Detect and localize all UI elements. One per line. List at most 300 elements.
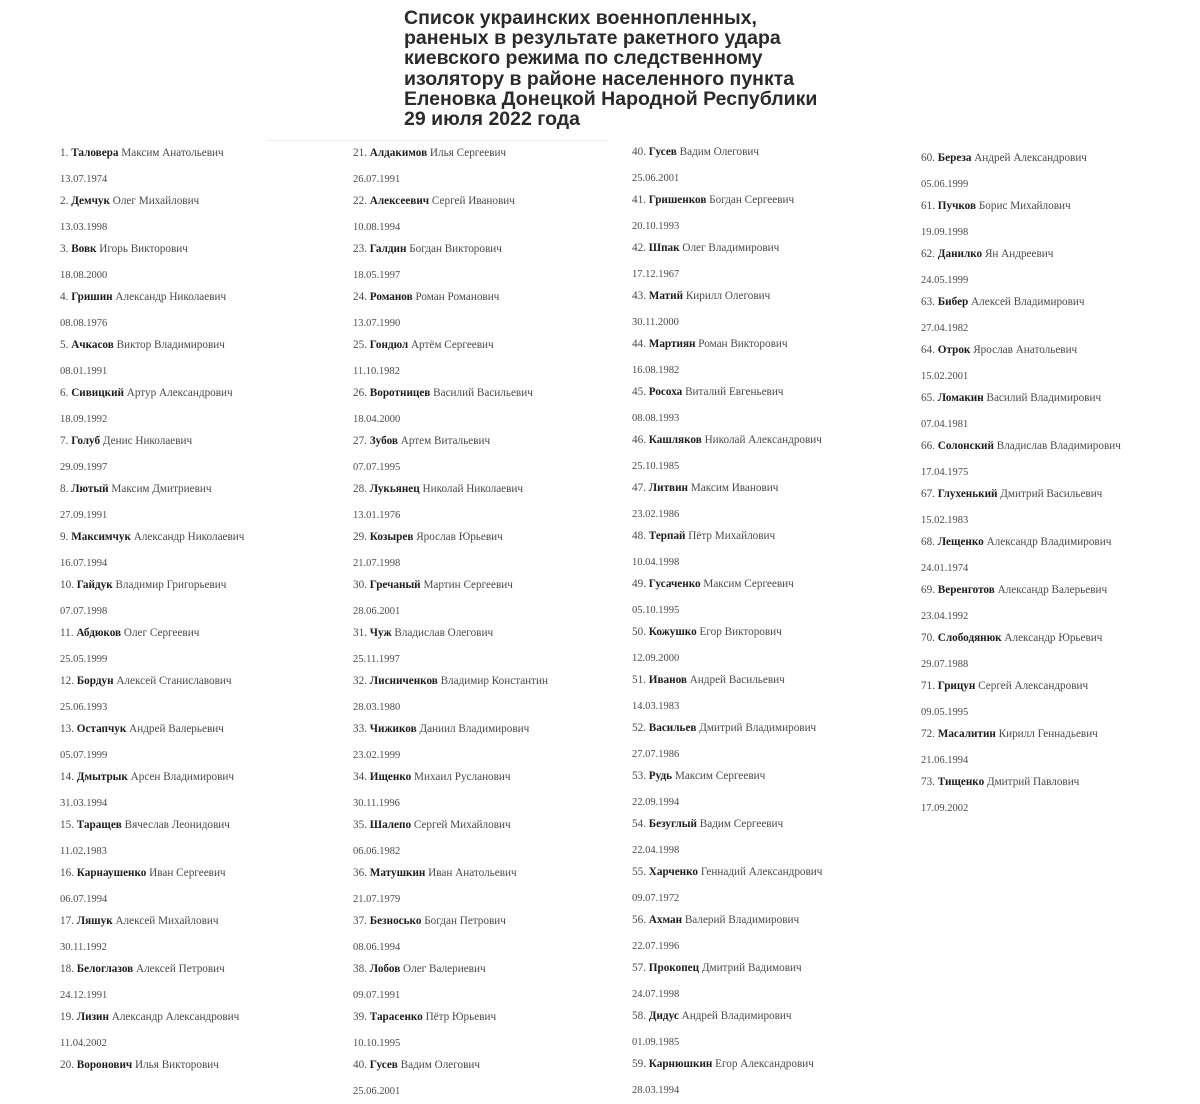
given-names: Владислав Владимирович xyxy=(996,440,1121,452)
person-name-line xyxy=(632,863,922,887)
person-name-line xyxy=(632,1007,922,1031)
given-names: Виталий Евгеньевич xyxy=(685,386,784,398)
item-number: 55. xyxy=(632,866,646,878)
list-item xyxy=(60,912,350,960)
person-name-line xyxy=(60,864,350,888)
birth-date: 09.07.1972 xyxy=(632,893,680,904)
birth-date: 25.05.1999 xyxy=(60,654,108,665)
list-item xyxy=(60,768,350,816)
list-item xyxy=(632,623,922,671)
surname: Галдин xyxy=(369,243,407,255)
given-names: Максим Сергеевич xyxy=(674,770,766,782)
given-names: Артём Сергеевич xyxy=(410,339,494,351)
birth-date: 26.07.1991 xyxy=(353,174,401,185)
item-number: 37. xyxy=(353,915,367,927)
list-column-4 xyxy=(921,149,1200,821)
person-name-line xyxy=(60,384,350,408)
list-item xyxy=(353,432,643,480)
person-name-line xyxy=(632,719,922,743)
surname: Солонский xyxy=(937,440,994,452)
given-names: Максим Сергеевич xyxy=(703,578,794,590)
person-name-line xyxy=(353,960,643,984)
list-item xyxy=(921,293,1200,341)
given-names: Владислав Олегович xyxy=(394,627,494,639)
list-item xyxy=(632,239,922,287)
list-item xyxy=(353,960,643,1008)
person-name-line xyxy=(921,245,1200,269)
surname: Белоглазов xyxy=(76,963,134,975)
person-name-line xyxy=(353,480,643,504)
person-name-line xyxy=(632,575,922,599)
item-number: 47. xyxy=(632,482,646,494)
person-name-line xyxy=(353,672,643,696)
birth-date: 30.11.1992 xyxy=(60,942,107,953)
item-number: 48. xyxy=(632,530,646,542)
page-title xyxy=(404,8,824,129)
person-name-line xyxy=(60,1056,350,1080)
surname: Бибер xyxy=(937,296,969,308)
birth-date: 27.07.1986 xyxy=(632,749,680,760)
given-names: Иван Сергеевич xyxy=(149,867,226,879)
person-name-line xyxy=(632,623,922,647)
title-line: 29 июля 2022 года xyxy=(404,108,580,131)
person-name-line xyxy=(60,288,350,312)
surname: Гайдук xyxy=(76,579,113,591)
person-name-line xyxy=(353,768,643,792)
surname: Лобов xyxy=(369,963,401,975)
surname: Прокопец xyxy=(648,962,700,974)
item-number: 49. xyxy=(632,578,646,590)
birth-date: 08.06.1994 xyxy=(353,942,401,953)
surname: Литвин xyxy=(648,482,688,494)
birth-date xyxy=(60,1080,350,1104)
list-item xyxy=(60,336,350,384)
title-line: Еленовка Донецкой Народной Республики xyxy=(404,87,818,110)
person-name-line xyxy=(60,816,350,840)
birth-date: 25.10.1985 xyxy=(632,461,680,472)
given-names: Максим Дмитриевич xyxy=(111,483,212,495)
surname: Лещенко xyxy=(937,536,984,548)
surname: Шалепо xyxy=(369,819,412,831)
item-number: 18. xyxy=(60,963,74,975)
item-number: 64. xyxy=(921,344,935,356)
list-item xyxy=(921,629,1200,677)
given-names: Владимир Григорьевич xyxy=(115,579,227,591)
list-item xyxy=(921,485,1200,533)
item-number: 5. xyxy=(60,339,69,351)
birth-date: 29.07.1988 xyxy=(921,659,969,670)
item-number: 22. xyxy=(353,195,367,207)
surname: Таращев xyxy=(76,819,122,831)
birth-date: 05.07.1999 xyxy=(60,750,108,761)
surname: Иванов xyxy=(648,674,687,686)
given-names: Игорь Викторович xyxy=(99,243,188,255)
surname: Карнаушенко xyxy=(76,867,147,879)
given-names: Илья Сергеевич xyxy=(429,147,507,159)
surname: Алдакимов xyxy=(369,147,428,159)
birth-date: 25.11.1997 xyxy=(353,654,400,665)
given-names: Денис Николаевич xyxy=(102,435,193,447)
birth-date: 15.02.2001 xyxy=(921,371,969,382)
list-item xyxy=(353,192,643,240)
title-line: раненых в результате ракетного удара xyxy=(404,27,781,50)
given-names: Максим Иванович xyxy=(690,482,779,494)
list-item xyxy=(353,288,643,336)
birth-date: 19.09.1998 xyxy=(921,227,969,238)
list-item xyxy=(353,816,643,864)
surname: Гондюл xyxy=(369,339,409,351)
given-names: Василий Васильевич xyxy=(433,387,533,399)
birth-date: 17.12.1967 xyxy=(632,269,680,280)
surname: Ломакин xyxy=(937,392,984,404)
surname: Остапчук xyxy=(76,723,127,735)
item-number: 53. xyxy=(632,770,646,782)
list-item xyxy=(60,144,350,192)
list-item xyxy=(353,624,643,672)
birth-date: 07.04.1981 xyxy=(921,419,969,430)
list-item xyxy=(60,576,350,624)
given-names: Борис Михайлович xyxy=(978,200,1071,212)
list-item xyxy=(632,1055,922,1103)
given-names: Богдан Петрович xyxy=(424,915,506,927)
surname: Гусев xyxy=(648,146,677,158)
surname: Пучков xyxy=(937,200,977,212)
surname: Глухенький xyxy=(937,488,998,500)
given-names: Егор Александрович xyxy=(715,1058,814,1070)
given-names: Алексей Михайлович xyxy=(115,915,219,927)
surname: Гусев xyxy=(369,1059,398,1071)
list-item xyxy=(632,911,922,959)
given-names: Олег Валериевич xyxy=(403,963,486,975)
item-number: 54. xyxy=(632,818,646,830)
person-name-line xyxy=(632,191,922,215)
surname: Рудь xyxy=(648,770,673,782)
given-names: Кирилл Геннадьевич xyxy=(998,728,1098,740)
birth-date: 11.10.1982 xyxy=(353,366,400,377)
given-names: Александр Юрьевич xyxy=(1004,632,1103,644)
surname: Таловера xyxy=(71,147,119,159)
birth-date: 24.07.1998 xyxy=(632,989,680,1000)
person-name-line xyxy=(353,432,643,456)
list-item xyxy=(60,480,350,528)
item-number: 71. xyxy=(921,680,935,692)
item-number: 23. xyxy=(353,243,367,255)
given-names: Александр Владимирович xyxy=(986,536,1112,548)
list-item xyxy=(353,336,643,384)
list-item xyxy=(60,528,350,576)
list-item xyxy=(353,864,643,912)
person-name-line xyxy=(60,912,350,936)
list-item xyxy=(632,527,922,575)
item-number: 1. xyxy=(60,147,69,159)
list-item xyxy=(353,144,643,192)
item-number: 38. xyxy=(353,963,367,975)
given-names: Андрей Валерьевич xyxy=(129,723,224,735)
given-names: Артем Витальевич xyxy=(400,435,491,447)
person-name-line xyxy=(60,240,350,264)
person-name-line xyxy=(353,336,643,360)
item-number: 15. xyxy=(60,819,74,831)
given-names: Александр Николаевич xyxy=(133,531,245,543)
person-name-line xyxy=(632,767,922,791)
list-item xyxy=(353,720,643,768)
birth-date: 08.08.1976 xyxy=(60,318,108,329)
list-column-2 xyxy=(353,144,643,1104)
birth-date: 13.01.1976 xyxy=(353,510,401,521)
surname: Безуглый xyxy=(648,818,697,830)
person-name-line xyxy=(921,293,1200,317)
list-item xyxy=(632,719,922,767)
surname: Демчук xyxy=(71,195,110,207)
person-name-line xyxy=(921,581,1200,605)
list-item xyxy=(60,432,350,480)
item-number: 27. xyxy=(353,435,367,447)
item-number: 8. xyxy=(60,483,69,495)
birth-date: 17.09.2002 xyxy=(921,803,969,814)
surname: Бордун xyxy=(76,675,114,687)
item-number: 59. xyxy=(632,1058,646,1070)
item-number: 69. xyxy=(921,584,935,596)
title-divider xyxy=(268,140,608,141)
given-names: Богдан Викторович xyxy=(409,243,502,255)
birth-date: 07.07.1995 xyxy=(353,462,401,473)
person-name-line xyxy=(353,288,643,312)
person-name-line xyxy=(60,624,350,648)
given-names: Даниил Владимирович xyxy=(419,723,530,735)
item-number: 17. xyxy=(60,915,74,927)
item-number: 25. xyxy=(353,339,367,351)
surname: Лукьянец xyxy=(369,483,420,495)
person-name-line xyxy=(60,432,350,456)
birth-date: 23.02.1986 xyxy=(632,509,680,520)
given-names: Андрей Александрович xyxy=(974,152,1087,164)
item-number: 30. xyxy=(353,579,367,591)
person-name-line xyxy=(353,1056,643,1080)
item-number: 57. xyxy=(632,962,646,974)
given-names: Вадим Олегович xyxy=(679,146,760,158)
list-item xyxy=(632,143,922,191)
item-number: 67. xyxy=(921,488,935,500)
list-item xyxy=(632,335,922,383)
given-names: Артур Александрович xyxy=(126,387,233,399)
item-number: 31. xyxy=(353,627,367,639)
person-name-line xyxy=(60,480,350,504)
surname: Терпай xyxy=(648,530,686,542)
given-names: Роман Викторович xyxy=(698,338,788,350)
surname: Гришенков xyxy=(648,194,707,206)
surname: Зубов xyxy=(369,435,398,447)
surname: Чижиков xyxy=(369,723,417,735)
birth-date: 09.05.1995 xyxy=(921,707,969,718)
person-name-line xyxy=(60,192,350,216)
birth-date: 27.09.1991 xyxy=(60,510,108,521)
person-name-line xyxy=(60,336,350,360)
person-name-line xyxy=(921,437,1200,461)
given-names: Мартин Сергеевич xyxy=(423,579,513,591)
given-names: Ян Андреевич xyxy=(984,248,1054,260)
given-names: Илья Викторович xyxy=(135,1059,219,1071)
item-number: 26. xyxy=(353,387,367,399)
given-names: Михаил Русланович xyxy=(414,771,511,783)
surname: Веренготов xyxy=(937,584,995,596)
birth-date: 24.05.1999 xyxy=(921,275,969,286)
given-names: Максим Анатольевич xyxy=(121,147,224,159)
person-name-line xyxy=(60,672,350,696)
item-number: 20. xyxy=(60,1059,74,1071)
given-names: Александр Александрович xyxy=(111,1011,240,1023)
item-number: 12. xyxy=(60,675,74,687)
item-number: 56. xyxy=(632,914,646,926)
item-number: 58. xyxy=(632,1010,646,1022)
item-number: 7. xyxy=(60,435,69,447)
list-item xyxy=(353,384,643,432)
list-item xyxy=(60,864,350,912)
item-number: 35. xyxy=(353,819,367,831)
given-names: Андрей Владимирович xyxy=(681,1010,792,1022)
surname: Дидус xyxy=(648,1010,679,1022)
birth-date: 18.08.2000 xyxy=(60,270,108,281)
given-names: Ярослав Анатольевич xyxy=(973,344,1078,356)
person-name-line xyxy=(921,341,1200,365)
birth-date: 30.11.1996 xyxy=(353,798,400,809)
list-item xyxy=(632,431,922,479)
surname: Максимчук xyxy=(71,531,131,543)
birth-date: 06.07.1994 xyxy=(60,894,108,905)
surname: Гречаный xyxy=(369,579,421,591)
birth-date: 08.01.1991 xyxy=(60,366,108,377)
surname: Дмытрык xyxy=(76,771,128,783)
birth-date: 28.03.1994 xyxy=(632,1085,680,1096)
list-item xyxy=(921,437,1200,485)
person-name-line xyxy=(921,629,1200,653)
birth-date: 21.07.1998 xyxy=(353,558,401,569)
birth-date: 24.12.1991 xyxy=(60,990,108,1001)
birth-date: 08.08.1993 xyxy=(632,413,680,424)
given-names: Олег Михайлович xyxy=(112,195,200,207)
person-name-line xyxy=(632,1055,922,1079)
item-number: 73. xyxy=(921,776,935,788)
birth-date: 09.07.1991 xyxy=(353,990,401,1001)
person-name-line xyxy=(632,383,922,407)
birth-date: 25.06.2001 xyxy=(353,1086,401,1097)
person-name-line xyxy=(921,677,1200,701)
given-names: Николай Александрович xyxy=(704,434,822,446)
item-number: 43. xyxy=(632,290,646,302)
item-number: 10. xyxy=(60,579,74,591)
list-item xyxy=(921,389,1200,437)
person-name-line xyxy=(921,389,1200,413)
given-names: Алексей Станиславович xyxy=(116,675,232,687)
item-number: 33. xyxy=(353,723,367,735)
surname: Тищенко xyxy=(937,776,985,788)
birth-date: 13.07.1990 xyxy=(353,318,401,329)
surname: Лютый xyxy=(71,483,109,495)
list-item xyxy=(921,149,1200,197)
list-item xyxy=(632,287,922,335)
birth-date: 18.09.1992 xyxy=(60,414,108,425)
item-number: 61. xyxy=(921,200,935,212)
surname: Матушкин xyxy=(369,867,426,879)
birth-date: 18.05.1997 xyxy=(353,270,401,281)
person-name-line xyxy=(632,815,922,839)
person-name-line xyxy=(632,431,922,455)
given-names: Сергей Александрович xyxy=(978,680,1089,692)
list-item xyxy=(632,767,922,815)
list-item xyxy=(921,725,1200,773)
given-names: Николай Николаевич xyxy=(422,483,524,495)
list-item xyxy=(60,384,350,432)
list-item xyxy=(60,288,350,336)
surname: Лизин xyxy=(76,1011,109,1023)
list-item xyxy=(632,959,922,1007)
surname: Грицун xyxy=(937,680,976,692)
item-number: 34. xyxy=(353,771,367,783)
birth-date: 30.11.2000 xyxy=(632,317,679,328)
surname: Воротницев xyxy=(369,387,431,399)
list-item xyxy=(632,671,922,719)
item-number: 42. xyxy=(632,242,646,254)
birth-date: 28.06.2001 xyxy=(353,606,401,617)
item-number: 60. xyxy=(921,152,935,164)
surname: Росоха xyxy=(648,386,683,398)
list-item xyxy=(60,960,350,1008)
birth-date: 29.09.1997 xyxy=(60,462,108,473)
person-name-line xyxy=(632,479,922,503)
list-item xyxy=(921,197,1200,245)
birth-date: 22.09.1994 xyxy=(632,797,680,808)
item-number: 19. xyxy=(60,1011,74,1023)
item-number: 29. xyxy=(353,531,367,543)
birth-date: 13.07.1974 xyxy=(60,174,108,185)
surname: Абдюков xyxy=(76,627,122,639)
given-names: Андрей Васильевич xyxy=(689,674,785,686)
birth-date: 07.07.1998 xyxy=(60,606,108,617)
birth-date: 16.07.1994 xyxy=(60,558,108,569)
given-names: Ярослав Юрьевич xyxy=(416,531,503,543)
person-name-line xyxy=(353,624,643,648)
item-number: 50. xyxy=(632,626,646,638)
given-names: Арсен Владимирович xyxy=(130,771,235,783)
surname: Слободянюк xyxy=(937,632,1002,644)
item-number: 45. xyxy=(632,386,646,398)
given-names: Егор Викторович xyxy=(699,626,782,638)
item-number: 36. xyxy=(353,867,367,879)
list-item xyxy=(60,1056,350,1104)
surname: Васильев xyxy=(648,722,697,734)
birth-date: 05.06.1999 xyxy=(921,179,969,190)
birth-date: 17.04.1975 xyxy=(921,467,969,478)
given-names: Пётр Юрьевич xyxy=(425,1011,497,1023)
list-item xyxy=(353,240,643,288)
person-name-line xyxy=(921,197,1200,221)
birth-date: 22.07.1996 xyxy=(632,941,680,952)
surname: Голуб xyxy=(71,435,101,447)
item-number: 65. xyxy=(921,392,935,404)
given-names: Олег Владимирович xyxy=(682,242,780,254)
item-number: 16. xyxy=(60,867,74,879)
item-number: 62. xyxy=(921,248,935,260)
surname: Сивицкий xyxy=(71,387,124,399)
list-item xyxy=(60,1008,350,1056)
item-number: 40. xyxy=(353,1059,367,1071)
surname: Отрок xyxy=(937,344,971,356)
surname: Козырев xyxy=(369,531,414,543)
birth-date: 18.04.2000 xyxy=(353,414,401,425)
surname: Гусаченко xyxy=(648,578,701,590)
title-line: изолятору в районе населенного пункта xyxy=(404,67,795,90)
given-names: Дмитрий Владимирович xyxy=(699,722,817,734)
person-name-line xyxy=(632,671,922,695)
